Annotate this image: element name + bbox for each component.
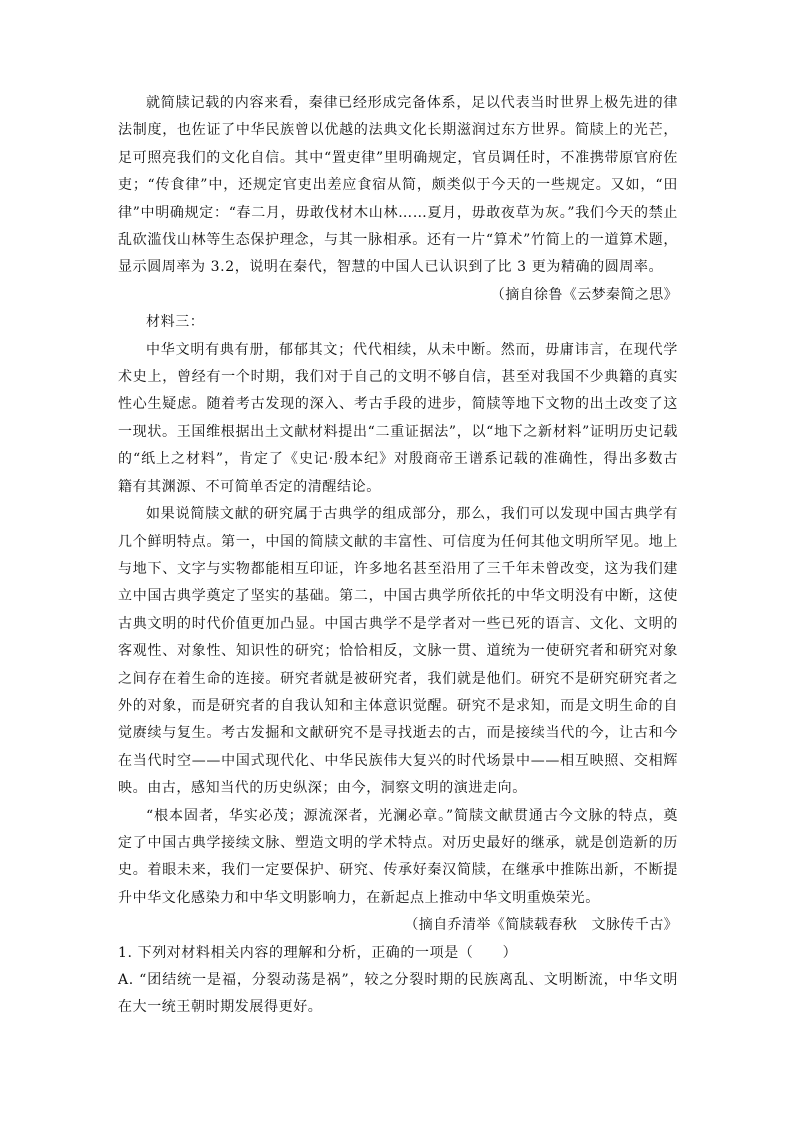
material-two-source: （摘自徐鲁《云梦秦简之思》 (490, 286, 678, 303)
document-page (118, 90, 678, 1022)
material-three-heading: 材料三： (146, 314, 205, 331)
material-three-source: （摘自乔清举《简牍载春秋 文脉传千古》 (404, 917, 678, 934)
material-two-paragraph: 就简牍记载的内容来看，秦律已经形成完备体系，足以代表当时世界上极先进的律法制度，也佐证了中华民族曾以优越的法典文化长期滋润过东方世界。简牍上的光芒，足可照亮我们的文化自信。其中“置吏律”里明确规定，官员调任时，不准携带原官府佐吏；“传食律”中，还规定官吏出差应食宿从简，颇类似于今天的一些规定。又如，“田律”中明确规定：“春二月，毋敢伐材木山林……夏月，毋敢夜草为灰。”我们今天的禁止乱砍滥伐山林等生态保护理念，与其一脉相承。还有一片“算术”竹简上的一道算术题，显示圆周率为 3.2，说明在秦代，智慧的中国人已认识到了比 3 更为精确的圆周率。 (118, 95, 678, 276)
material-three-paragraph-1: 中华文明有典有册，郁郁其文；代代相续，从未中断。然而，毋庸讳言，在现代学术史上，曾经有一个时期，我们对于自己的文明不够自信，甚至对我国不少典籍的真实性心生疑虑。随着考古发现的深入、考古手段的进步，简牍等地下文物的出土改变了这一现状。王国维根据出土文献材料提出“二重证据法”，以“地下之新材料”证明历史记载的“纸上之材料”，肯定了《史记·殷本纪》对殷商帝王谱系记载的准确性，得出多数古籍有其渊源、不可简单否定的清醒结论。 (118, 341, 678, 495)
material-three-paragraph-3: “根本固者，华实必茂；源流深者，光澜必章。”简牍文献贯通古今文脉的特点，奠定了中国古典学接续文脉、塑造文明的学术特点。对历史最好的继承，就是创造新的历史。着眼未来，我们一定要保护、研究、传承好秦汉简牍，在继承中推陈出新，不断提升中华文化感染力和中华文明影响力，在新起点上推动中华文明重焕荣光。 (118, 807, 678, 906)
question-option-a: A. “团结统一是福，分裂动荡是祸”，较之分裂时期的民族离乱、文明断流，中华文明在大一统王朝时期发展得更好。 (118, 972, 678, 1016)
material-three-paragraph-2: 如果说简牍文献的研究属于古典学的组成部分，那么，我们可以发现中国古典学有几个鲜明特点。第一，中国的简牍文献的丰富性、可信度为任何其他文明所罕见。地上与地下、文字与实物都能相互印证，许多地名甚至沿用了三千年未曾改变，这为我们建立中国古典学奠定了坚实的基础。第二，中国古典学所依托的中华文明没有中断，这使古典文明的时代价值更加凸显。中国古典学不是学者对一些已死的语言、文化、文明的客观性、对象性、知识性的研究；恰恰相反，文脉一贯、道统为一使研究者和研究对象之间存在着生命的连接。研究者就是被研究者，我们就是他们。研究不是研究研究者之外的对象，而是研究者的自我认知和主体意识觉醒。研究不是求知，而是文明生命的自觉赓续与复生。考古发掘和文献研究不是寻找逝去的古，而是接续当代的今，让古和今在当代时空——中国式现代化、中华民族伟大复兴的时代场景中——相互映照、交相辉映。由古，感知当代的历史纵深；由今，洞察文明的演进走向。 (118, 506, 678, 797)
question-stem: 1. 下列对材料相关内容的理解和分析，正确的一项是（ ） (118, 944, 518, 961)
